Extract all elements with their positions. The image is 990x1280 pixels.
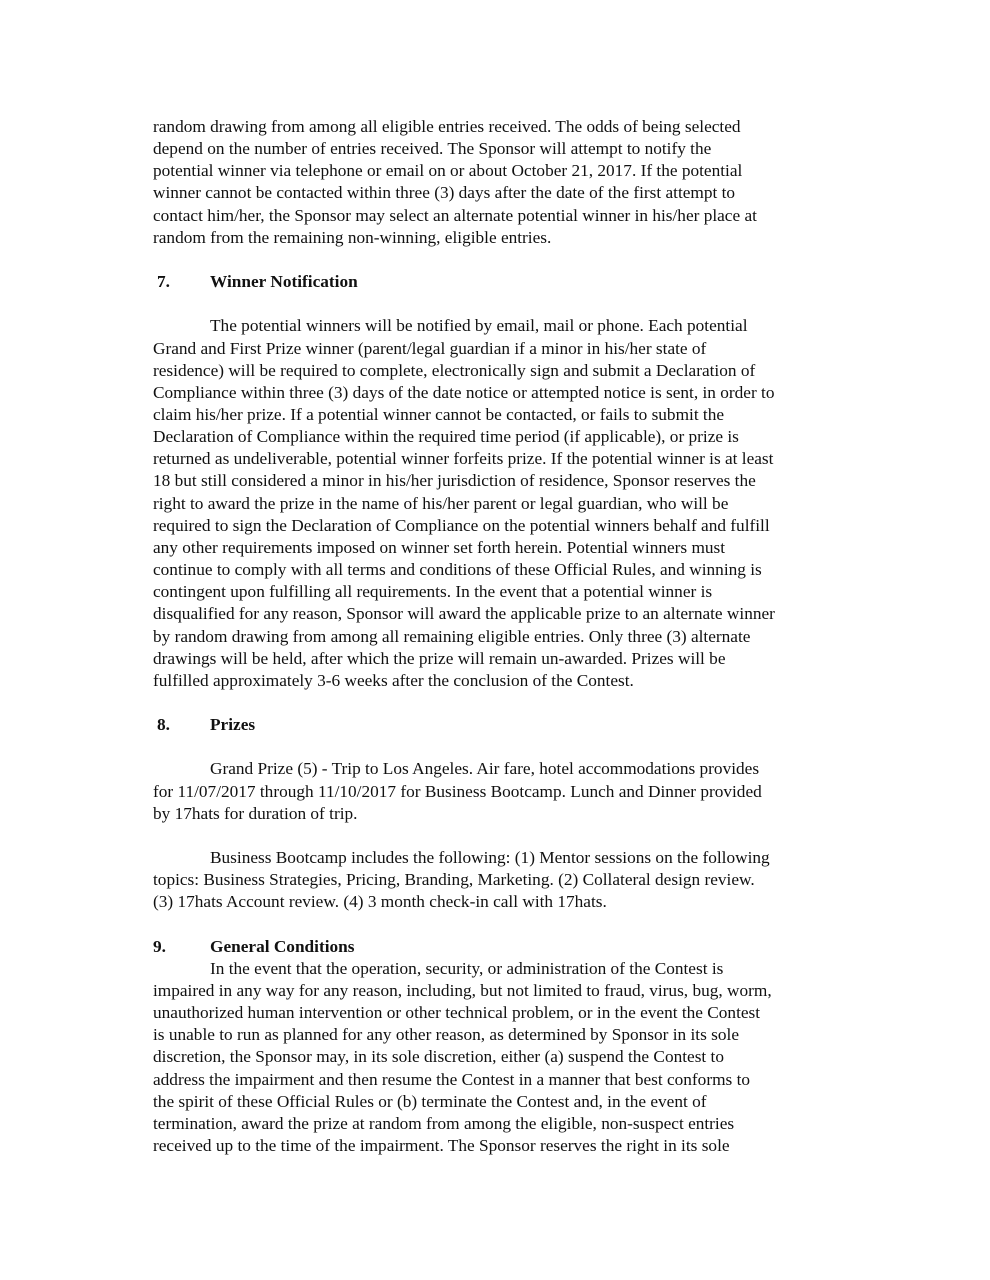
section-7-paragraph [153, 315, 843, 692]
text-line: residence) will be required to complete, electronically sign and submit a Declaration of [153, 360, 756, 380]
spacer [153, 249, 843, 271]
text-line: topics: Business Strategies, Pricing, Branding, Marketing. (2) Collateral design review. [153, 870, 755, 890]
text-span: In the event that the operation, security, or administration of the Contest is [210, 958, 724, 978]
text-line: contingent upon fulfilling all requirements. In the event that a potential winner is [153, 582, 713, 602]
section-8-paragraph-2 [153, 847, 843, 913]
text-line: impaired in any way for any reason, including, but not limited to fraud, virus, bug, worm, [153, 981, 772, 1000]
document-page [153, 116, 843, 1157]
text-line: (3) 17hats Account review. (4) 3 month check-in call with 17hats. [153, 892, 607, 912]
text-line: right to award the prize in the name of his/her parent or legal guardian, who will be [153, 493, 729, 513]
text-line: claim his/her prize. If a potential winner cannot be contacted, or fails to submit the [153, 405, 725, 424]
text-line: any other requirements imposed on winner set forth herein. Potential winners must [153, 537, 726, 557]
intro-paragraph [153, 116, 843, 249]
text-line: returned as undeliverable, potential winner forfeits prize. If the potential winner is at least [153, 449, 774, 469]
text-line: the spirit of these Official Rules or (b) terminate the Contest and, in the event of [153, 1091, 707, 1111]
section-8-heading [153, 714, 843, 736]
text-line: termination, award the prize at random from among the eligible, non-suspect entries [153, 1113, 735, 1133]
text-line: unauthorized human intervention or other technical problem, or in the event the Contest [153, 1003, 761, 1023]
text-span: The potential winners will be notified by email, mail or phone. Each potential [210, 316, 748, 336]
text-line: random drawing from among all eligible entries received. The odds of being selected [153, 117, 741, 136]
text-line: 18 but still considered a minor in his/her jurisdiction of residence, Sponsor reserves the [153, 471, 756, 491]
text-line: fulfilled approximately 3-6 weeks after the conclusion of the Contest. [153, 670, 634, 690]
text-line: received up to the time of the impairment. The Sponsor reserves the right in its sole [153, 1136, 730, 1156]
text-line: Declaration of Compliance within the required time period (if applicable), or prize is [153, 427, 739, 447]
text-line: by 17hats for duration of trip. [153, 803, 358, 823]
section-title: Winner Notification [210, 272, 358, 292]
text-line [153, 847, 843, 869]
section-9-paragraph [153, 958, 843, 1157]
section-title: General Conditions [210, 936, 355, 956]
text-line: Grand and First Prize winner (parent/legal guardian if a minor in his/her state of [153, 338, 707, 358]
text-span: Grand Prize (5) - Trip to Los Angeles. Air fare, hotel accommodations provides [210, 759, 760, 779]
spacer [153, 914, 843, 936]
text-line: disqualified for any reason, Sponsor will award the applicable prize to an alternate winner [153, 604, 775, 624]
text-line [153, 758, 843, 780]
text-line: depend on the number of entries received. The Sponsor will attempt to notify the [153, 139, 712, 159]
text-line [153, 958, 843, 980]
text-line: winner cannot be contacted within three (3) days after the date of the first attempt to [153, 183, 736, 203]
text-line: address the impairment and then resume the Contest in a manner that best conforms to [153, 1069, 751, 1089]
text-line: discretion, the Sponsor may, in its sole discretion, either (a) suspend the Contest to [153, 1047, 724, 1067]
section-number: 7. [157, 272, 170, 292]
spacer [153, 825, 843, 847]
text-line: contact him/her, the Sponsor may select an alternate potential winner in his/her place at [153, 205, 757, 225]
text-line: drawings will be held, after which the prize will remain un-awarded. Prizes will be [153, 648, 726, 668]
section-title: Prizes [210, 715, 256, 735]
section-number: 8. [157, 715, 170, 735]
section-number: 9. [153, 936, 166, 956]
text-span: Business Bootcamp includes the following: (1) Mentor sessions on the following [210, 848, 770, 868]
text-line: potential winner via telephone or email on or about October 21, 2017. If the potential [153, 161, 743, 181]
section-9-heading [153, 936, 843, 958]
text-line: Compliance within three (3) days of the date notice or attempted notice is sent, in order to [153, 382, 775, 402]
text-line: required to sign the Declaration of Compliance on the potential winners behalf and fulfill [153, 515, 770, 535]
section-8-paragraph-1 [153, 758, 843, 824]
text-line: continue to comply with all terms and conditions of these Official Rules, and winning is [153, 560, 762, 580]
section-7-heading [153, 271, 843, 293]
spacer [153, 736, 843, 758]
text-line: random from the remaining non-winning, eligible entries. [153, 227, 552, 247]
spacer [153, 293, 843, 315]
spacer [153, 692, 843, 714]
text-line: by random drawing from among all remaining eligible entries. Only three (3) alternate [153, 626, 751, 646]
text-line [153, 315, 843, 337]
text-line: for 11/07/2017 through 11/10/2017 for Business Bootcamp. Lunch and Dinner provided [153, 781, 762, 801]
text-line: is unable to run as planned for any other reason, as determined by Sponsor in its sole [153, 1025, 739, 1045]
